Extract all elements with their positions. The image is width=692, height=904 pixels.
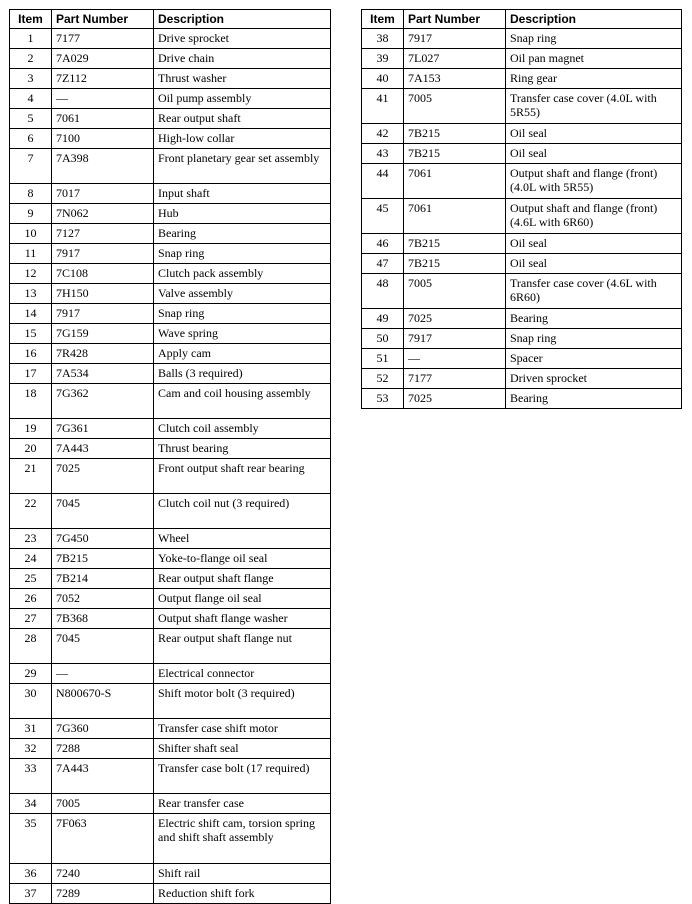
part-number-cell: N800670-S	[52, 684, 154, 719]
item-cell: 40	[362, 69, 404, 89]
part-number-cell: 7B215	[404, 234, 506, 254]
table-row	[362, 254, 682, 274]
item-cell: 41	[362, 89, 404, 124]
description-cell: Rear transfer case	[154, 794, 331, 814]
item-cell: 49	[362, 309, 404, 329]
part-number-cell: 7917	[52, 244, 154, 264]
description-cell: Transfer case cover (4.6L with 6R60)	[506, 274, 682, 309]
table-row	[10, 439, 331, 459]
item-cell: 47	[362, 254, 404, 274]
table-row	[10, 719, 331, 739]
item-cell: 16	[10, 344, 52, 364]
table-row	[10, 549, 331, 569]
table-row	[10, 609, 331, 629]
table-row	[10, 739, 331, 759]
item-cell: 31	[10, 719, 52, 739]
item-cell: 26	[10, 589, 52, 609]
part-number-cell: 7025	[404, 309, 506, 329]
item-cell: 12	[10, 264, 52, 284]
item-cell: 6	[10, 129, 52, 149]
item-cell: 48	[362, 274, 404, 309]
table-row	[10, 419, 331, 439]
item-cell: 14	[10, 304, 52, 324]
item-cell: 19	[10, 419, 52, 439]
part-number-cell: 7045	[52, 629, 154, 664]
part-number-cell: 7917	[52, 304, 154, 324]
table-row	[10, 684, 331, 719]
description-cell: Snap ring	[154, 244, 331, 264]
item-cell: 27	[10, 609, 52, 629]
table-row	[10, 364, 331, 384]
part-number-cell: 7288	[52, 739, 154, 759]
item-cell: 44	[362, 164, 404, 199]
description-cell: Driven sprocket	[506, 369, 682, 389]
header-item: Item	[362, 10, 404, 29]
table-row	[10, 244, 331, 264]
description-cell: Oil seal	[506, 144, 682, 164]
part-number-cell: 7017	[52, 184, 154, 204]
table-row	[10, 884, 331, 904]
part-number-cell: 7R428	[52, 344, 154, 364]
description-cell: Rear output shaft flange nut	[154, 629, 331, 664]
item-cell: 22	[10, 494, 52, 529]
description-cell: Electric shift cam, torsion spring and shift shaft assembly	[154, 814, 331, 864]
description-cell: Thrust bearing	[154, 439, 331, 459]
description-cell: Rear output shaft flange	[154, 569, 331, 589]
part-number-cell: 7A398	[52, 149, 154, 184]
right-table-body	[362, 29, 682, 409]
item-cell: 20	[10, 439, 52, 459]
table-row	[10, 29, 331, 49]
table-row	[10, 794, 331, 814]
description-cell: Hub	[154, 204, 331, 224]
table-row	[10, 529, 331, 549]
part-number-cell: 7917	[404, 329, 506, 349]
table-row	[362, 144, 682, 164]
item-cell: 30	[10, 684, 52, 719]
description-cell: Reduction shift fork	[154, 884, 331, 904]
part-number-cell: 7127	[52, 224, 154, 244]
description-cell: Oil pump assembly	[154, 89, 331, 109]
table-row	[362, 234, 682, 254]
description-cell: Snap ring	[506, 29, 682, 49]
item-cell: 36	[10, 864, 52, 884]
part-number-cell: 7G360	[52, 719, 154, 739]
table-row	[10, 459, 331, 494]
table-row	[362, 29, 682, 49]
description-cell: Clutch coil nut (3 required)	[154, 494, 331, 529]
item-cell: 32	[10, 739, 52, 759]
left-table-body	[10, 29, 331, 904]
header-part-number: Part Number	[52, 10, 154, 29]
item-cell: 51	[362, 349, 404, 369]
description-cell: Oil seal	[506, 234, 682, 254]
description-cell: Apply cam	[154, 344, 331, 364]
table-row	[10, 129, 331, 149]
description-cell: Thrust washer	[154, 69, 331, 89]
item-cell: 33	[10, 759, 52, 794]
description-cell: Oil seal	[506, 124, 682, 144]
part-number-cell: 7005	[404, 89, 506, 124]
part-number-cell: 7052	[52, 589, 154, 609]
table-row	[10, 629, 331, 664]
part-number-cell: 7005	[404, 274, 506, 309]
part-number-cell: 7N062	[52, 204, 154, 224]
description-cell: Front output shaft rear bearing	[154, 459, 331, 494]
part-number-cell: 7B215	[52, 549, 154, 569]
part-number-cell: 7B215	[404, 144, 506, 164]
description-cell: Bearing	[154, 224, 331, 244]
table-row	[362, 329, 682, 349]
description-cell: Yoke-to-flange oil seal	[154, 549, 331, 569]
part-number-cell: 7240	[52, 864, 154, 884]
description-cell: Electrical connector	[154, 664, 331, 684]
table-row	[362, 199, 682, 234]
item-cell: 25	[10, 569, 52, 589]
item-cell: 23	[10, 529, 52, 549]
description-cell: Rear output shaft	[154, 109, 331, 129]
item-cell: 21	[10, 459, 52, 494]
item-cell: 37	[10, 884, 52, 904]
table-row	[10, 224, 331, 244]
item-cell: 34	[10, 794, 52, 814]
description-cell: Bearing	[506, 309, 682, 329]
part-number-cell: —	[52, 664, 154, 684]
table-row	[10, 149, 331, 184]
header-description: Description	[506, 10, 682, 29]
part-number-cell: 7917	[404, 29, 506, 49]
description-cell: Shifter shaft seal	[154, 739, 331, 759]
description-cell: Transfer case shift motor	[154, 719, 331, 739]
part-number-cell: 7G361	[52, 419, 154, 439]
description-cell: Input shaft	[154, 184, 331, 204]
item-cell: 18	[10, 384, 52, 419]
table-row	[362, 164, 682, 199]
description-cell: Clutch coil assembly	[154, 419, 331, 439]
part-number-cell: 7G159	[52, 324, 154, 344]
part-number-cell: 7B215	[404, 124, 506, 144]
item-cell: 9	[10, 204, 52, 224]
table-row	[362, 124, 682, 144]
table-header-row	[362, 10, 682, 29]
table-header-row	[10, 10, 331, 29]
part-number-cell: 7G450	[52, 529, 154, 549]
description-cell: Bearing	[506, 389, 682, 409]
item-cell: 8	[10, 184, 52, 204]
table-row	[10, 759, 331, 794]
part-number-cell: —	[52, 89, 154, 109]
item-cell: 35	[10, 814, 52, 864]
part-number-cell: 7A534	[52, 364, 154, 384]
table-row	[362, 49, 682, 69]
item-cell: 24	[10, 549, 52, 569]
table-row	[10, 49, 331, 69]
table-row	[10, 344, 331, 364]
item-cell: 52	[362, 369, 404, 389]
part-number-cell: 7177	[404, 369, 506, 389]
item-cell: 28	[10, 629, 52, 664]
description-cell: Cam and coil housing assembly	[154, 384, 331, 419]
item-cell: 4	[10, 89, 52, 109]
description-cell: Clutch pack assembly	[154, 264, 331, 284]
description-cell: Wave spring	[154, 324, 331, 344]
item-cell: 17	[10, 364, 52, 384]
item-cell: 1	[10, 29, 52, 49]
table-row	[362, 389, 682, 409]
part-number-cell: 7025	[404, 389, 506, 409]
description-cell: Wheel	[154, 529, 331, 549]
item-cell: 5	[10, 109, 52, 129]
description-cell: Transfer case bolt (17 required)	[154, 759, 331, 794]
part-number-cell: 7A443	[52, 439, 154, 459]
item-cell: 50	[362, 329, 404, 349]
table-row	[10, 589, 331, 609]
part-number-cell: 7061	[404, 164, 506, 199]
table-row	[10, 304, 331, 324]
description-cell: Front planetary gear set assembly	[154, 149, 331, 184]
table-row	[10, 264, 331, 284]
item-cell: 10	[10, 224, 52, 244]
part-number-cell: —	[404, 349, 506, 369]
description-cell: Oil pan magnet	[506, 49, 682, 69]
description-cell: Ring gear	[506, 69, 682, 89]
item-cell: 39	[362, 49, 404, 69]
part-number-cell: 7F063	[52, 814, 154, 864]
table-row	[10, 814, 331, 864]
item-cell: 45	[362, 199, 404, 234]
item-cell: 2	[10, 49, 52, 69]
part-number-cell: 7061	[404, 199, 506, 234]
part-number-cell: 7A443	[52, 759, 154, 794]
description-cell: Spacer	[506, 349, 682, 369]
header-description: Description	[154, 10, 331, 29]
part-number-cell: 7100	[52, 129, 154, 149]
part-number-cell: 7Z112	[52, 69, 154, 89]
part-number-cell: 7289	[52, 884, 154, 904]
table-row	[10, 89, 331, 109]
table-row	[362, 89, 682, 124]
part-number-cell: 7A153	[404, 69, 506, 89]
part-number-cell: 7061	[52, 109, 154, 129]
description-cell: Balls (3 required)	[154, 364, 331, 384]
table-row	[10, 664, 331, 684]
description-cell: Oil seal	[506, 254, 682, 274]
part-number-cell: 7025	[52, 459, 154, 494]
description-cell: Drive chain	[154, 49, 331, 69]
table-row	[10, 384, 331, 419]
part-number-cell: 7H150	[52, 284, 154, 304]
part-number-cell: 7177	[52, 29, 154, 49]
parts-table-left	[9, 9, 331, 904]
description-cell: Output flange oil seal	[154, 589, 331, 609]
item-cell: 15	[10, 324, 52, 344]
table-row	[362, 369, 682, 389]
description-cell: Transfer case cover (4.0L with 5R55)	[506, 89, 682, 124]
header-part-number: Part Number	[404, 10, 506, 29]
part-number-cell: 7C108	[52, 264, 154, 284]
table-row	[362, 69, 682, 89]
item-cell: 13	[10, 284, 52, 304]
part-number-cell: 7045	[52, 494, 154, 529]
item-cell: 38	[362, 29, 404, 49]
table-row	[362, 274, 682, 309]
item-cell: 42	[362, 124, 404, 144]
description-cell: High-low collar	[154, 129, 331, 149]
part-number-cell: 7B214	[52, 569, 154, 589]
part-number-cell: 7G362	[52, 384, 154, 419]
item-cell: 29	[10, 664, 52, 684]
description-cell: Output shaft flange washer	[154, 609, 331, 629]
table-row	[10, 284, 331, 304]
part-number-cell: 7005	[52, 794, 154, 814]
table-row	[10, 494, 331, 529]
part-number-cell: 7L027	[404, 49, 506, 69]
table-row	[10, 324, 331, 344]
description-cell: Drive sprocket	[154, 29, 331, 49]
item-cell: 53	[362, 389, 404, 409]
table-row	[10, 109, 331, 129]
description-cell: Output shaft and flange (front) (4.6L with 6R60)	[506, 199, 682, 234]
table-row	[362, 349, 682, 369]
table-row	[362, 309, 682, 329]
part-number-cell: 7B215	[404, 254, 506, 274]
table-row	[10, 69, 331, 89]
part-number-cell: 7B368	[52, 609, 154, 629]
item-cell: 11	[10, 244, 52, 264]
description-cell: Snap ring	[154, 304, 331, 324]
description-cell: Shift motor bolt (3 required)	[154, 684, 331, 719]
item-cell: 46	[362, 234, 404, 254]
table-row	[10, 184, 331, 204]
table-row	[10, 864, 331, 884]
part-number-cell: 7A029	[52, 49, 154, 69]
header-item: Item	[10, 10, 52, 29]
item-cell: 43	[362, 144, 404, 164]
item-cell: 7	[10, 149, 52, 184]
description-cell: Output shaft and flange (front) (4.0L with 5R55)	[506, 164, 682, 199]
parts-table-right	[361, 9, 682, 409]
table-row	[10, 204, 331, 224]
description-cell: Snap ring	[506, 329, 682, 349]
description-cell: Valve assembly	[154, 284, 331, 304]
item-cell: 3	[10, 69, 52, 89]
table-row	[10, 569, 331, 589]
description-cell: Shift rail	[154, 864, 331, 884]
